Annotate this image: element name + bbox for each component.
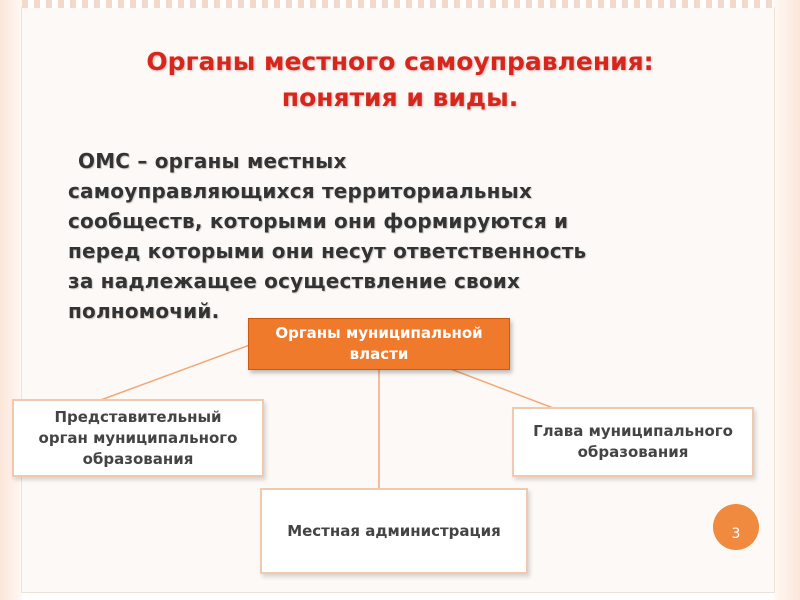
node-representative-body bbox=[12, 399, 264, 477]
right-node-line-2: образования bbox=[577, 443, 689, 461]
definition-line-6: полномочий. bbox=[68, 299, 220, 323]
definition-line-4: перед которыми они несут ответственность bbox=[68, 239, 587, 263]
definition-line-5: за надлежащее осуществление своих bbox=[68, 269, 521, 293]
left-node-line-3: образования bbox=[82, 449, 194, 468]
page-number-badge bbox=[713, 504, 759, 550]
definition-line-3: сообществ, которыми они формируются и bbox=[68, 209, 569, 233]
right-node-line-1: Глава муниципального bbox=[533, 422, 733, 440]
definition-line-1: ОМС – органы местных bbox=[78, 149, 347, 173]
left-node-line-2: орган муниципального bbox=[38, 428, 238, 447]
page-number: 3 bbox=[731, 526, 741, 542]
node-local-administration bbox=[260, 488, 528, 574]
root-node-line-2: власти bbox=[349, 345, 409, 363]
title-line-2: понятия и виды. bbox=[281, 83, 519, 112]
bottom-node-line-1: Местная администрация bbox=[287, 521, 501, 540]
left-node-line-1: Представительный bbox=[54, 407, 222, 426]
node-head-of-municipality bbox=[512, 407, 754, 477]
root-node-line-1: Органы муниципальной bbox=[275, 324, 483, 342]
connector-to-left bbox=[98, 342, 258, 401]
root-node-municipal-authorities bbox=[248, 318, 510, 370]
title-line-1: Органы местного самоуправления: bbox=[146, 47, 654, 76]
definition-line-2: самоуправляющихся территориальных bbox=[68, 179, 533, 203]
